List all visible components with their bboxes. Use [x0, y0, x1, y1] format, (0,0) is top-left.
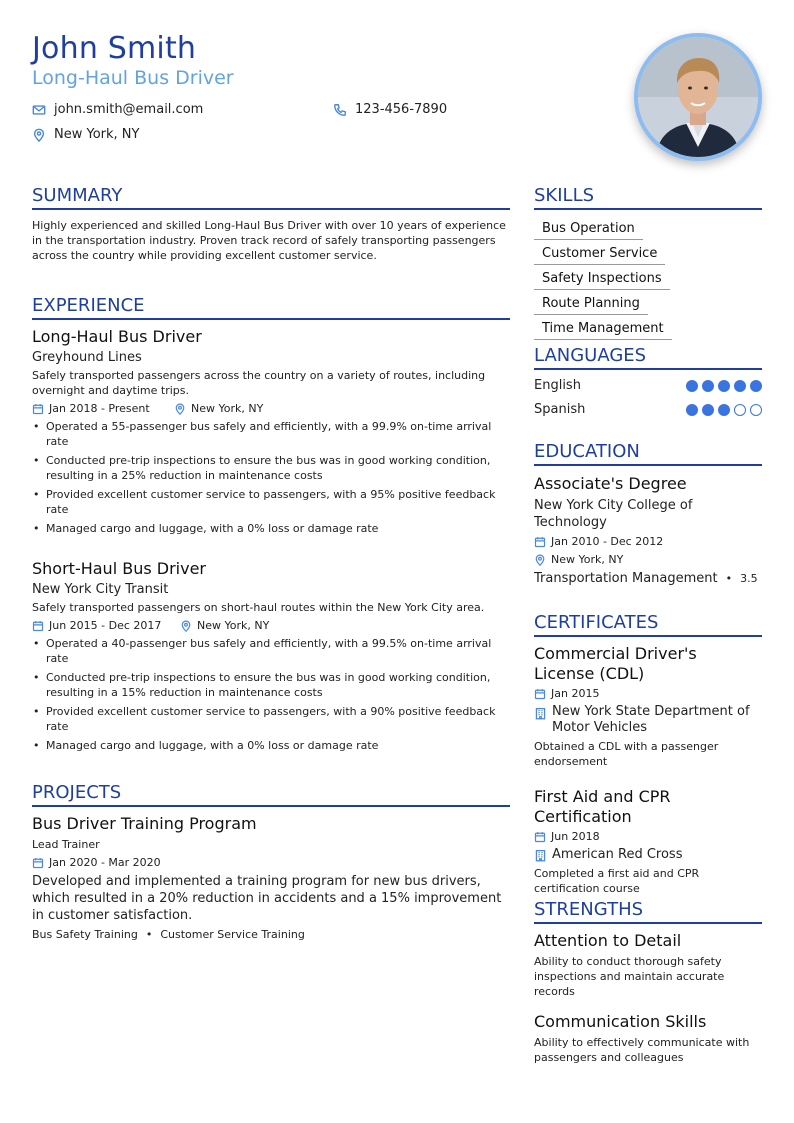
- projects-heading: PROJECTS: [32, 782, 510, 807]
- job-dates-text: Jun 2015 - Dec 2017: [49, 619, 162, 632]
- project-entry: [32, 814, 510, 942]
- location-text: New York, NY: [54, 127, 140, 142]
- summary-text: Highly experienced and skilled Long-Haul Bus Driver with over 10 years of experience in the transportation industry. Proven track record of safely transporting passengers across the country while providing excellent customer service.: [32, 219, 506, 262]
- job-dates-text: Jan 2018 - Present: [49, 402, 150, 415]
- project-tag: Customer Service Training: [160, 928, 305, 941]
- skill-tag: Time Management: [534, 320, 672, 340]
- education-gpa: 3.5: [740, 572, 758, 585]
- calendar-icon: [32, 620, 44, 632]
- language-level: [686, 404, 762, 416]
- language-level: [686, 380, 762, 392]
- education-degree: Associate's Degree: [534, 474, 687, 493]
- skill-tag: Bus Operation: [534, 220, 643, 240]
- strength-description: Ability to conduct thorough safety inspections and maintain accurate records: [534, 955, 725, 998]
- calendar-icon: [534, 536, 546, 548]
- job-entry: [32, 559, 510, 757]
- project-description: Developed and implemented a training program for new bus drivers, which resulted in a 20% reduction in accidents and a 15% improvement in customer satisfaction.: [32, 874, 502, 923]
- project-name: Bus Driver Training Program: [32, 814, 257, 833]
- tag-separator: •: [145, 928, 153, 941]
- list-item: • Conducted pre-trip inspections to ensure the bus was in good working condition, resulting in a 25% reduction in maintenance costs: [32, 453, 510, 483]
- job-description: Safely transported passengers across the country on a variety of routes, including overnight and daytime trips.: [32, 369, 486, 397]
- level-dot-empty: [734, 404, 746, 416]
- education-entry: [534, 474, 762, 586]
- profile-photo: [634, 33, 762, 161]
- location-icon: [174, 403, 186, 415]
- certificate-issuer: [534, 704, 762, 736]
- education-dates: [534, 535, 762, 548]
- job-meta: [32, 619, 510, 632]
- level-dot-filled: [686, 380, 698, 392]
- project-dates: [32, 856, 510, 869]
- skill-tag: Safety Inspections: [534, 270, 670, 290]
- certificate-date: [534, 830, 762, 843]
- field-separator: •: [725, 572, 733, 585]
- strength-entry: [534, 931, 762, 999]
- job-dates: [32, 402, 174, 415]
- certificate-date-text: Jan 2015: [551, 687, 600, 700]
- language-name: English: [534, 378, 581, 393]
- level-dot-filled: [718, 380, 730, 392]
- languages-list: [534, 378, 762, 417]
- level-dot-filled: [734, 380, 746, 392]
- email-text: john.smith@email.com: [54, 102, 204, 117]
- project-role: Lead Trainer: [32, 838, 100, 851]
- level-dot-empty: [750, 404, 762, 416]
- education-school: New York City College of Technology: [534, 498, 693, 530]
- location-icon: [534, 554, 546, 566]
- certificate-entry: [534, 787, 762, 896]
- project-dates-text: Jan 2020 - Mar 2020: [49, 856, 161, 869]
- strength-name: Attention to Detail: [534, 931, 682, 950]
- phone-icon: [333, 103, 347, 117]
- job-bullets: [32, 636, 510, 753]
- list-item: • Provided excellent customer service to passengers, with a 90% positive feedback rate: [32, 704, 510, 734]
- certificate-issuer-text: New York State Department of Motor Vehicles: [552, 704, 750, 735]
- job-entry: [32, 327, 510, 540]
- skills-heading: SKILLS: [534, 185, 762, 210]
- job-dates: [32, 619, 180, 632]
- list-item: • Managed cargo and luggage, with a 0% loss or damage rate: [32, 521, 510, 536]
- contact-email: [32, 102, 203, 117]
- job-company: Greyhound Lines: [32, 350, 142, 365]
- job-role: Long-Haul Bus Driver: [32, 327, 202, 346]
- job-description: Safely transported passengers on short-haul routes within the New York City area.: [32, 601, 485, 614]
- skill-tag: Route Planning: [534, 295, 648, 315]
- list-item: • Provided excellent customer service to passengers, with a 95% positive feedback rate: [32, 487, 510, 517]
- certificate-issuer-text: American Red Cross: [552, 847, 683, 862]
- job-location: [174, 402, 263, 415]
- certificate-description: Obtained a CDL with a passenger endorsement: [534, 740, 719, 768]
- education-dates-text: Jan 2010 - Dec 2012: [551, 535, 664, 548]
- strength-name: Communication Skills: [534, 1012, 707, 1031]
- level-dot-filled: [702, 380, 714, 392]
- location-icon: [180, 620, 192, 632]
- certificate-entry: [534, 644, 762, 769]
- list-item: • Operated a 40-passenger bus safely and efficiently, with a 99.5% on-time arrival rate: [32, 636, 510, 666]
- strength-description: Ability to effectively communicate with passengers and colleagues: [534, 1036, 750, 1064]
- certificate-date-text: Jun 2018: [551, 830, 600, 843]
- education-location: [534, 553, 762, 566]
- language-row: [534, 378, 762, 393]
- level-dot-filled: [702, 404, 714, 416]
- language-name: Spanish: [534, 402, 586, 417]
- project-tag: Bus Safety Training: [32, 928, 138, 941]
- job-role: Short-Haul Bus Driver: [32, 559, 206, 578]
- phone-text: 123-456-7890: [355, 102, 448, 117]
- email-icon: [32, 103, 46, 117]
- calendar-icon: [32, 857, 44, 869]
- education-field: Transportation Management: [534, 571, 718, 586]
- project-tags: [32, 927, 510, 942]
- languages-heading: LANGUAGES: [534, 345, 762, 370]
- job-location-text: New York, NY: [197, 619, 270, 632]
- building-icon: [534, 707, 547, 720]
- education-heading: EDUCATION: [534, 441, 762, 466]
- certificates-heading: CERTIFICATES: [534, 612, 762, 637]
- certificate-issuer: [534, 847, 762, 863]
- education-location-text: New York, NY: [551, 553, 624, 566]
- level-dot-filled: [686, 404, 698, 416]
- building-icon: [534, 849, 547, 862]
- skills-list: [534, 217, 762, 340]
- strength-entry: [534, 1012, 762, 1065]
- level-dot-filled: [750, 380, 762, 392]
- strengths-heading: STRENGTHS: [534, 899, 762, 924]
- certificate-name: First Aid and CPR Certification: [534, 787, 671, 826]
- job-company: New York City Transit: [32, 582, 169, 597]
- certificate-date: [534, 687, 762, 700]
- job-meta: [32, 402, 510, 415]
- avatar-portrait: [638, 37, 758, 157]
- certificate-name: Commercial Driver's License (CDL): [534, 644, 697, 683]
- calendar-icon: [32, 403, 44, 415]
- summary-heading: SUMMARY: [32, 185, 510, 210]
- job-location: [180, 619, 269, 632]
- skill-tag: Customer Service: [534, 245, 665, 265]
- candidate-title: Long-Haul Bus Driver: [32, 67, 234, 89]
- job-location-text: New York, NY: [191, 402, 264, 415]
- location-icon: [32, 128, 46, 142]
- language-row: [534, 402, 762, 417]
- calendar-icon: [534, 831, 546, 843]
- candidate-name: John Smith: [32, 31, 197, 66]
- experience-heading: EXPERIENCE: [32, 295, 510, 320]
- calendar-icon: [534, 688, 546, 700]
- job-bullets: [32, 419, 510, 536]
- list-item: • Conducted pre-trip inspections to ensure the bus was in good working condition, resulting in a 15% reduction in maintenance costs: [32, 670, 510, 700]
- contact-location: [32, 127, 139, 142]
- level-dot-filled: [718, 404, 730, 416]
- certificate-description: Completed a first aid and CPR certification course: [534, 867, 700, 895]
- list-item: • Managed cargo and luggage, with a 0% loss or damage rate: [32, 738, 510, 753]
- list-item: • Operated a 55-passenger bus safely and efficiently, with a 99.9% on-time arrival rate: [32, 419, 510, 449]
- education-field-row: [534, 571, 762, 586]
- contact-phone: [333, 102, 447, 117]
